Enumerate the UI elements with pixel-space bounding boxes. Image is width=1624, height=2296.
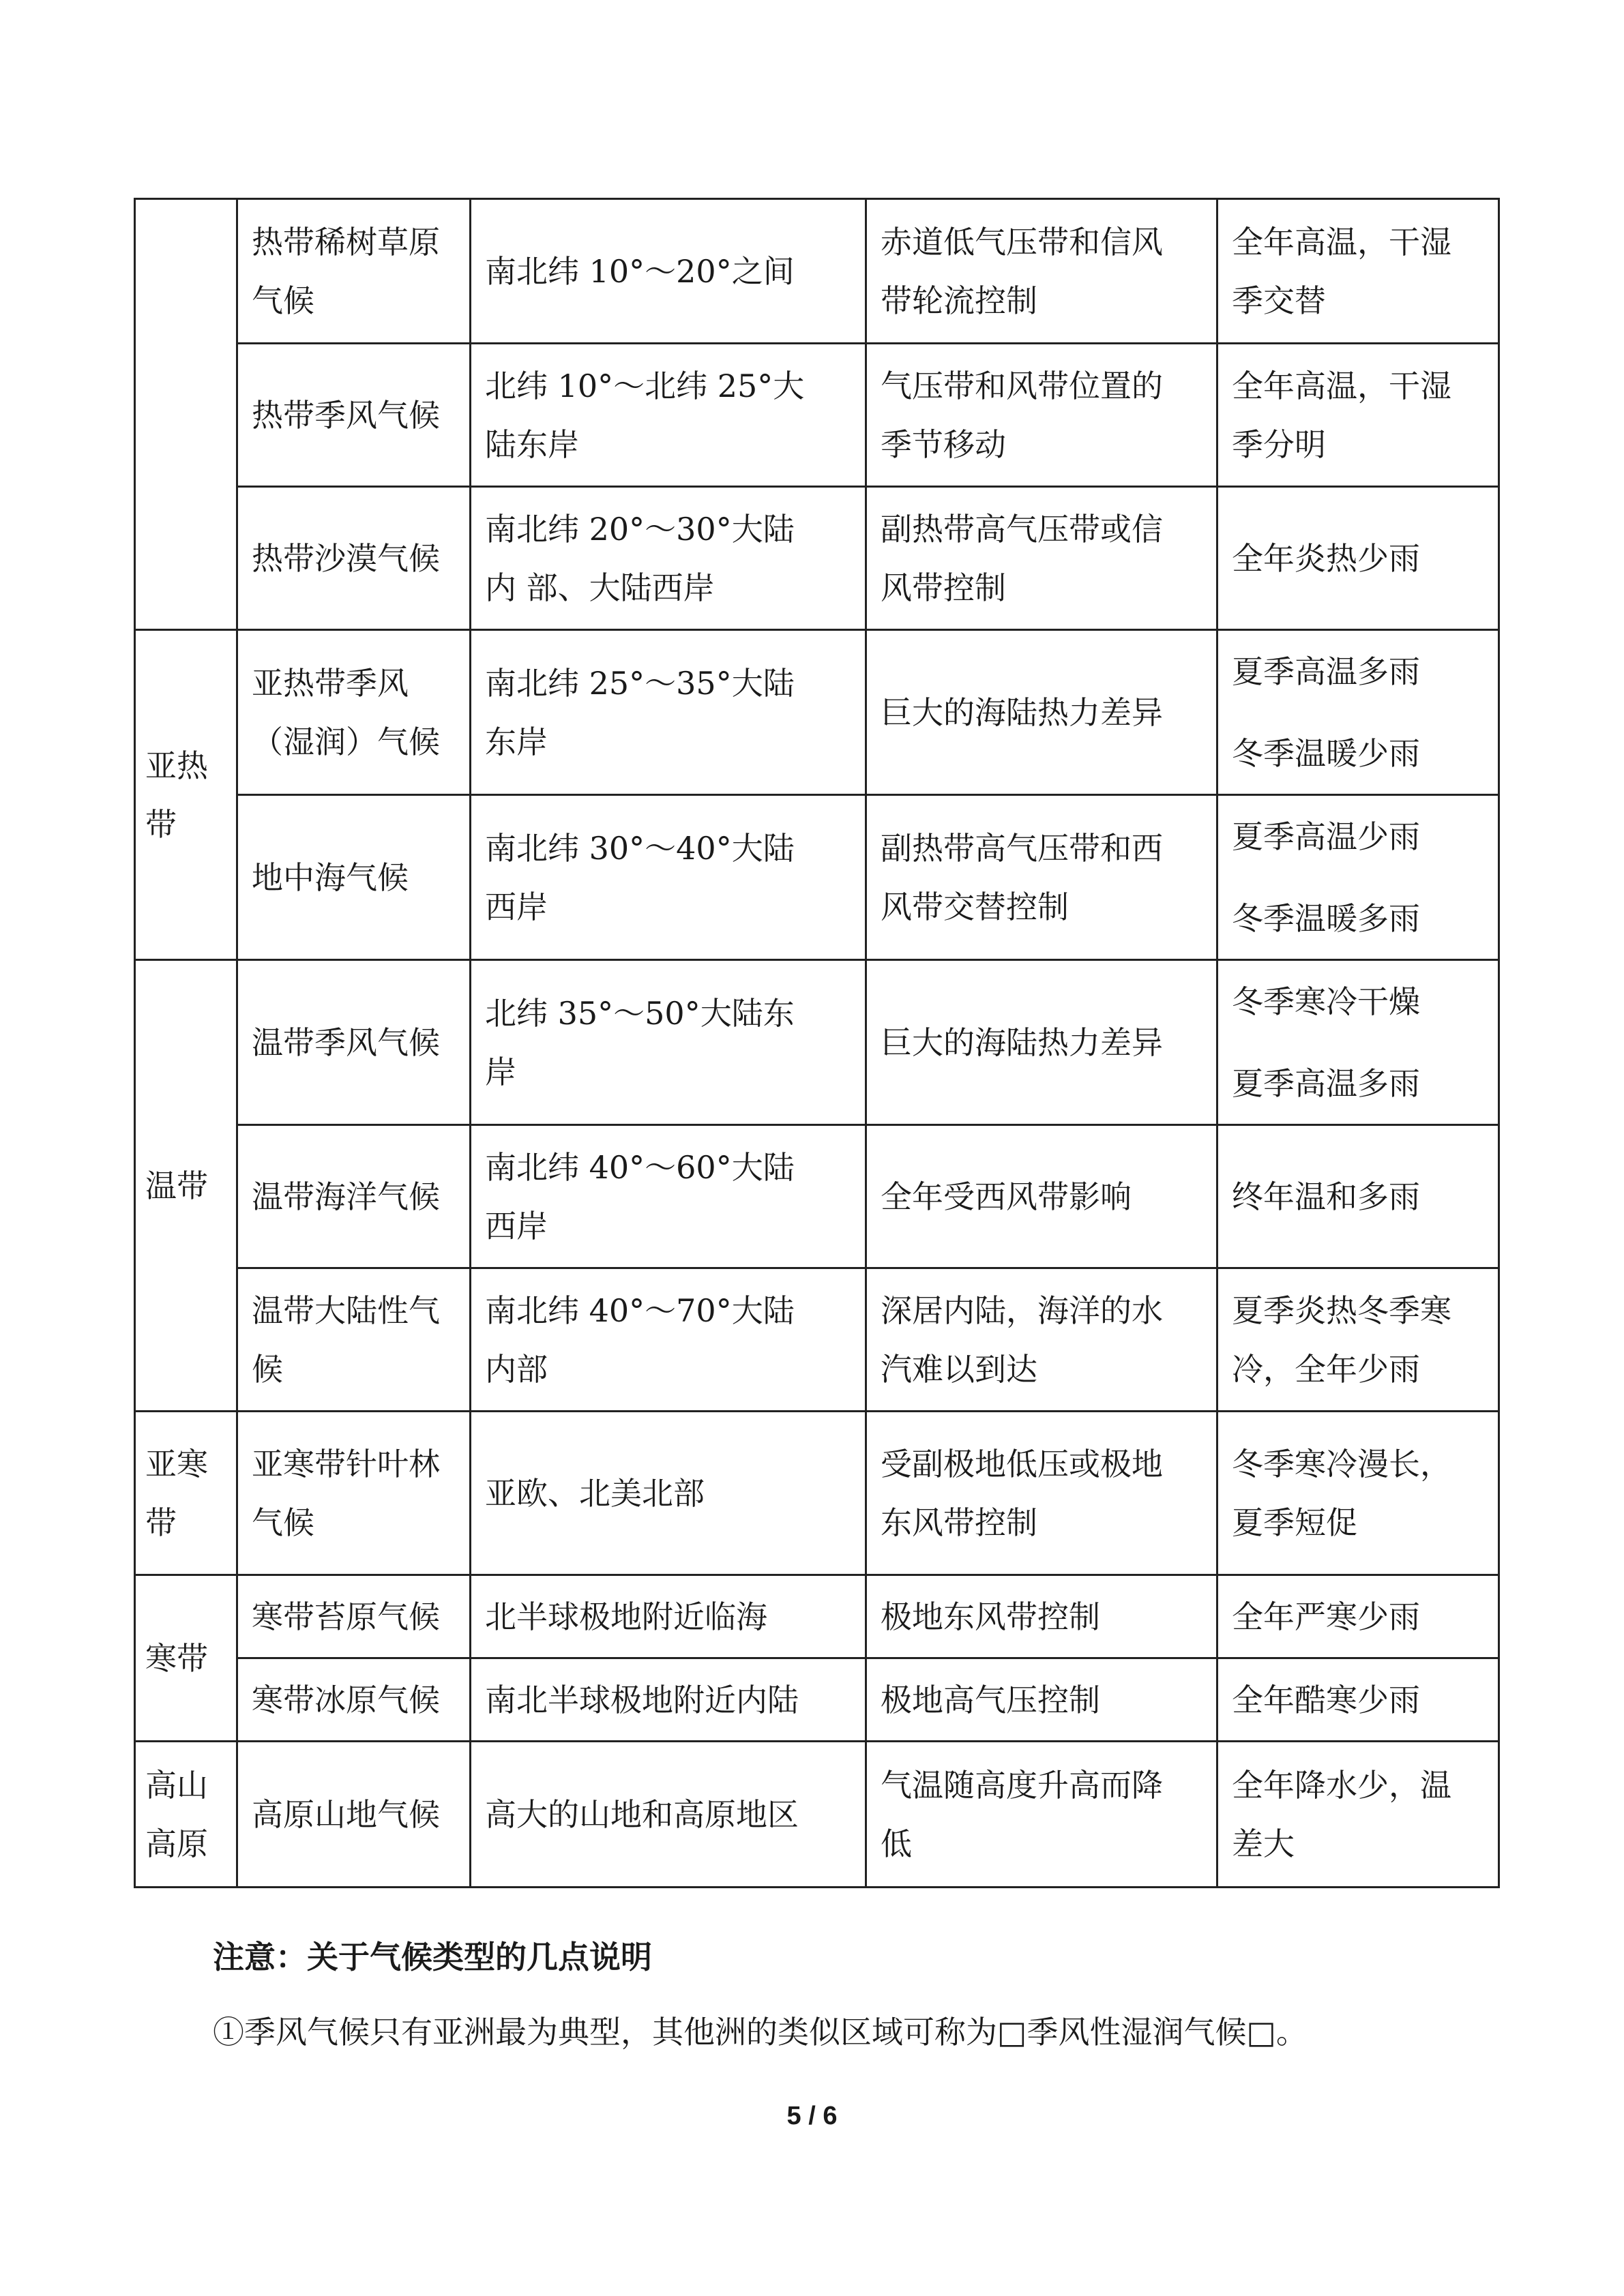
feature-cell — [1217, 344, 1499, 487]
cell-line: 带 — [145, 805, 177, 843]
climate-table — [134, 198, 1500, 1888]
range-cell — [471, 199, 866, 344]
cell-line: 全年炎热少雨 — [1232, 539, 1420, 577]
cell-line: 全年高温，干湿 — [1232, 367, 1451, 404]
type-cell — [237, 1412, 471, 1575]
cell-line: 季节移动 — [881, 426, 1006, 463]
cell-line: 亚寒 — [145, 1445, 208, 1482]
feature-cell — [1217, 1742, 1499, 1888]
table-row — [135, 1658, 1499, 1742]
page-number: 5 / 6 — [786, 2102, 838, 2130]
cell-line: 西岸 — [485, 888, 548, 925]
cell-line: 亚欧、北美北部 — [485, 1474, 705, 1512]
cell-line: 夏季短促 — [1232, 1504, 1357, 1541]
cell-line: 亚热 — [145, 747, 208, 784]
cell-line: 西岸 — [485, 1207, 548, 1244]
cell-line: 南北纬 25°～35°大陆 — [485, 664, 795, 702]
type-cell — [237, 487, 471, 630]
cell-line: 巨大的海陆热力差异 — [881, 1024, 1163, 1061]
cell-line: 全年高温，干湿 — [1232, 223, 1451, 260]
cell-line: 岸 — [485, 1053, 516, 1090]
feature-cell — [1217, 795, 1499, 960]
table-row — [135, 344, 1499, 487]
cell-line: 深居内陆，海洋的水 — [881, 1292, 1163, 1329]
type-cell — [237, 199, 471, 344]
range-cell — [471, 960, 866, 1125]
range-cell — [471, 1742, 866, 1888]
type-cell — [237, 1575, 471, 1658]
table-row — [135, 795, 1499, 960]
cell-line: 冬季温暖少雨 — [1232, 734, 1420, 772]
cell-line: 南北半球极地附近内陆 — [485, 1681, 799, 1718]
feature-cell — [1217, 960, 1499, 1125]
cell-line: 候 — [252, 1350, 283, 1388]
cell-line: 气温随高度升高而降 — [881, 1766, 1163, 1804]
cell-line: 南北纬 30°～40°大陆 — [485, 829, 795, 867]
line-gap — [1232, 701, 1484, 724]
cell-line: 南北纬 40°～70°大陆 — [485, 1292, 795, 1329]
cell-line: 温带季风气候 — [252, 1024, 440, 1061]
cause-cell — [866, 344, 1217, 487]
cell-line: 终年温和多雨 — [1232, 1178, 1420, 1215]
range-cell — [471, 1268, 866, 1412]
cause-cell — [866, 1658, 1217, 1742]
line-gap — [1232, 866, 1484, 889]
cause-cell — [866, 630, 1217, 795]
cell-line: 内 部、大陆西岸 — [485, 569, 715, 606]
cause-cell — [866, 199, 1217, 344]
range-cell — [471, 487, 866, 630]
cell-line: 季分明 — [1232, 426, 1326, 463]
cell-line: 高原 — [145, 1825, 208, 1862]
cell-line: 带轮流控制 — [881, 282, 1037, 319]
cell-line: 气候 — [252, 282, 314, 319]
feature-cell — [1217, 630, 1499, 795]
feature-cell — [1217, 199, 1499, 344]
zone-cell — [135, 1575, 237, 1742]
feature-cell — [1217, 1575, 1499, 1658]
range-cell — [471, 795, 866, 960]
cell-line: 副热带高气压带或信 — [881, 510, 1163, 548]
cell-line: 亚寒带针叶林 — [252, 1445, 440, 1482]
cell-line: 巨大的海陆热力差异 — [881, 694, 1163, 731]
range-cell — [471, 1125, 866, 1268]
zone-cell — [135, 199, 237, 630]
table-row — [135, 1575, 1499, 1658]
cell-line: 南北纬 20°～30°大陆 — [485, 510, 795, 548]
type-cell — [237, 1125, 471, 1268]
cause-cell — [866, 1268, 1217, 1412]
table-row — [135, 487, 1499, 630]
cell-line: 东岸 — [485, 723, 548, 760]
cell-line: 极地高气压控制 — [881, 1681, 1100, 1718]
table-row — [135, 1412, 1499, 1575]
cell-line: 地中海气候 — [252, 859, 409, 896]
cell-line: 高山 — [145, 1766, 208, 1804]
cell-line: 全年酷寒少雨 — [1232, 1681, 1420, 1718]
cell-line: 温带大陆性气 — [252, 1292, 440, 1329]
cause-cell — [866, 487, 1217, 630]
zone-cell — [135, 960, 237, 1412]
cause-cell — [866, 960, 1217, 1125]
cell-line: 冬季寒冷干燥 — [1232, 983, 1420, 1020]
cell-line: 冬季寒冷漫长， — [1232, 1445, 1451, 1482]
cell-line: 热带沙漠气候 — [252, 539, 440, 577]
feature-cell — [1217, 1125, 1499, 1268]
zone-cell — [135, 630, 237, 960]
table-row — [135, 1125, 1499, 1268]
type-cell — [237, 630, 471, 795]
range-cell — [471, 1412, 866, 1575]
type-cell — [237, 795, 471, 960]
cell-line: 北半球极地附近临海 — [485, 1598, 767, 1635]
line-gap — [1232, 1031, 1484, 1054]
range-cell — [471, 1658, 866, 1742]
cell-line: 低 — [881, 1825, 912, 1862]
cause-cell — [866, 1125, 1217, 1268]
cell-line: 风带交替控制 — [881, 888, 1069, 925]
feature-cell — [1217, 487, 1499, 630]
table-row — [135, 630, 1499, 795]
cause-cell — [866, 795, 1217, 960]
cell-line: 夏季高温少雨 — [1232, 818, 1420, 855]
cell-line: 汽难以到达 — [881, 1350, 1037, 1388]
cell-line: 东风带控制 — [881, 1504, 1037, 1541]
note-item-1: ①季风气候只有亚洲最为典型，其他洲的类似区域可称为□季风性湿润气候□。 — [213, 2014, 1308, 2051]
cause-cell — [866, 1742, 1217, 1888]
cell-line: 南北纬 40°～60°大陆 — [485, 1148, 795, 1186]
cell-line: 副热带高气压带和西 — [881, 829, 1163, 867]
range-cell — [471, 1575, 866, 1658]
cell-line: 差大 — [1232, 1825, 1295, 1862]
cell-line: 全年降水少，温 — [1232, 1766, 1451, 1804]
cell-line: 热带稀树草原 — [252, 223, 440, 260]
cell-line: 内部 — [485, 1350, 548, 1388]
cell-line: 全年严寒少雨 — [1232, 1598, 1420, 1635]
cell-line: 全年受西风带影响 — [881, 1178, 1132, 1215]
feature-cell — [1217, 1268, 1499, 1412]
cell-line: 赤道低气压带和信风 — [881, 223, 1163, 260]
cell-line: 气压带和风带位置的 — [881, 367, 1163, 404]
cell-line: 陆东岸 — [485, 426, 579, 463]
cell-line: 高大的山地和高原地区 — [485, 1795, 799, 1833]
cell-line: 带 — [145, 1504, 177, 1541]
notes-title: 注意：关于气候类型的几点说明 — [213, 1939, 652, 1976]
type-cell — [237, 960, 471, 1125]
cell-line: 夏季高温多雨 — [1232, 653, 1420, 690]
type-cell — [237, 1268, 471, 1412]
table-row — [135, 1742, 1499, 1888]
cell-line: 夏季炎热冬季寒 — [1232, 1292, 1451, 1329]
cell-line: 热带季风气候 — [252, 396, 440, 434]
cell-line: 气候 — [252, 1504, 314, 1541]
table-row — [135, 1268, 1499, 1412]
table-row — [135, 960, 1499, 1125]
cell-line: （湿润）气候 — [252, 723, 440, 760]
cause-cell — [866, 1575, 1217, 1658]
cell-line: 寒带苔原气候 — [252, 1598, 440, 1635]
cell-line: 高原山地气候 — [252, 1795, 440, 1833]
cell-line: 温带海洋气候 — [252, 1178, 440, 1215]
cell-line: 风带控制 — [881, 569, 1006, 606]
cell-line: 北纬 10°～北纬 25°大 — [485, 367, 805, 404]
range-cell — [471, 344, 866, 487]
zone-cell — [135, 1412, 237, 1575]
type-cell — [237, 1742, 471, 1888]
type-cell — [237, 1658, 471, 1742]
cell-line: 极地东风带控制 — [881, 1598, 1100, 1635]
feature-cell — [1217, 1658, 1499, 1742]
cell-line: 亚热带季风 — [252, 664, 409, 702]
cell-line: 冷，全年少雨 — [1232, 1350, 1420, 1388]
cell-line: 北纬 35°～50°大陆东 — [485, 994, 795, 1032]
zone-cell — [135, 1742, 237, 1888]
feature-cell — [1217, 1412, 1499, 1575]
cell-line: 季交替 — [1232, 282, 1326, 319]
cell-line: 南北纬 10°～20°之间 — [485, 252, 795, 290]
cause-cell — [866, 1412, 1217, 1575]
cell-line: 温带 — [145, 1167, 208, 1204]
cell-line: 寒带 — [145, 1639, 208, 1677]
cell-line: 受副极地低压或极地 — [881, 1445, 1163, 1482]
cell-line: 冬季温暖多雨 — [1232, 899, 1420, 937]
table-row — [135, 199, 1499, 344]
type-cell — [237, 344, 471, 487]
cell-line: 寒带冰原气候 — [252, 1681, 440, 1718]
range-cell — [471, 630, 866, 795]
cell-line: 夏季高温多雨 — [1232, 1064, 1420, 1102]
